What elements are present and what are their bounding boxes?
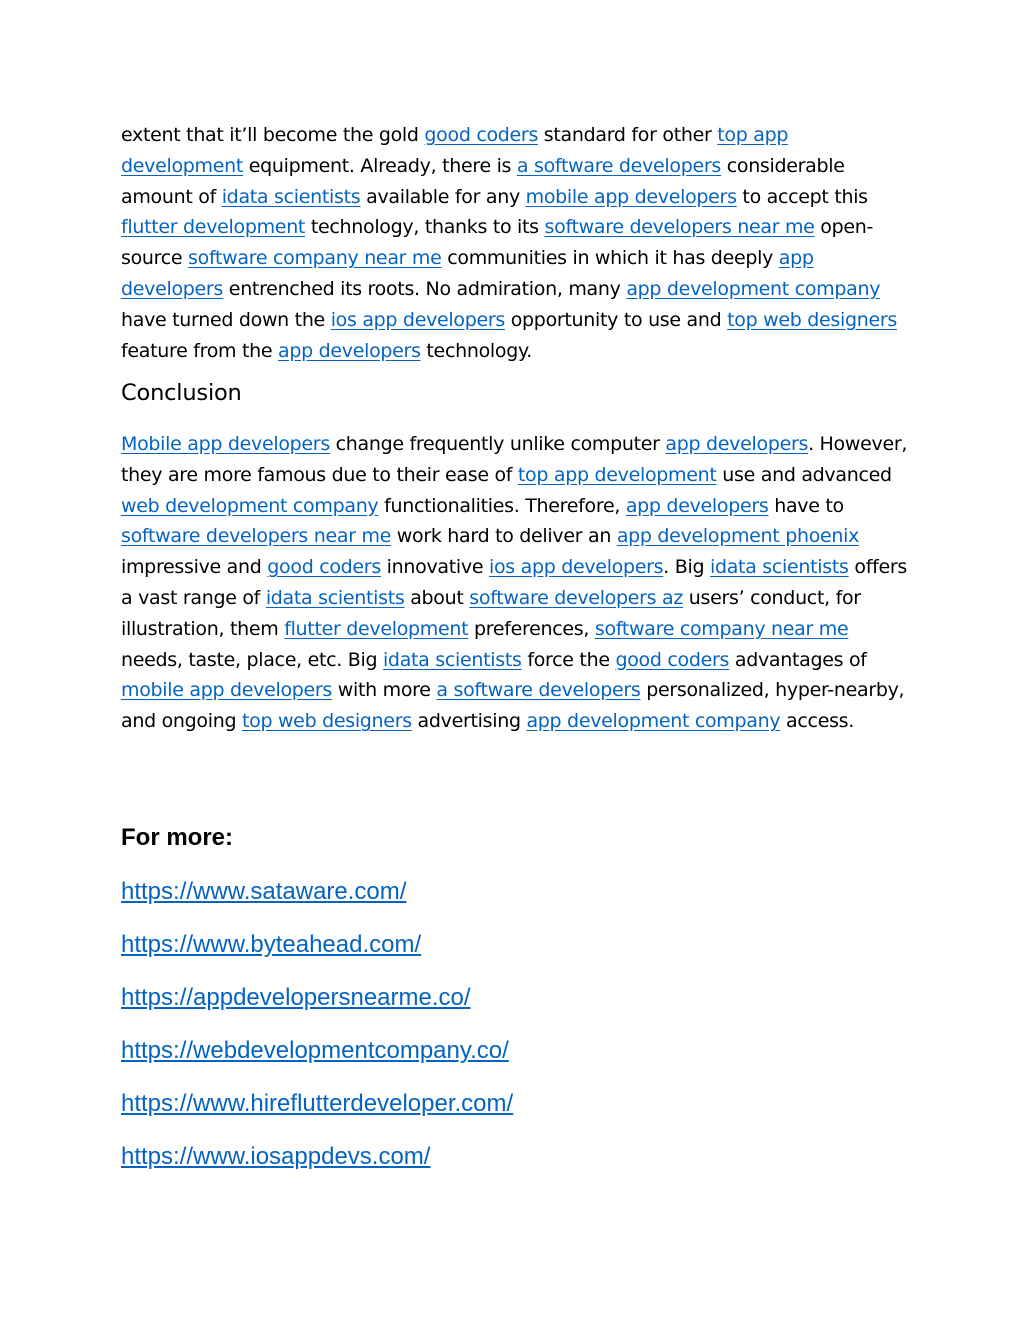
inline-link[interactable]: app developers: [625, 494, 769, 517]
text-run: offers a vast range of: [121, 556, 907, 609]
text-run: feature from the: [121, 339, 279, 362]
inline-link[interactable]: flutter development: [284, 617, 469, 640]
inline-link[interactable]: top web designers: [727, 308, 897, 331]
text-run: use and advanced: [716, 463, 892, 486]
text-run: extent that it’ll become the gold: [121, 124, 425, 146]
text-run: advantages of: [729, 648, 867, 671]
reference-link-item: [121, 931, 513, 984]
reference-link[interactable]: https://appdevelopersnearme.co/: [121, 984, 471, 1011]
for-more-heading: For more:: [121, 824, 234, 851]
text-run: functionalities. Therefore,: [378, 494, 626, 517]
text-run: innovative: [380, 556, 489, 579]
inline-link[interactable]: top web designers: [241, 710, 412, 733]
reference-link-item: [121, 1090, 513, 1143]
inline-link[interactable]: mobile app developers: [121, 679, 333, 702]
text-run: about: [404, 586, 470, 609]
inline-link[interactable]: app development company: [526, 710, 781, 733]
inline-link[interactable]: ios app developers: [488, 556, 664, 579]
inline-link[interactable]: flutter development: [121, 216, 306, 239]
reference-link-item: [121, 984, 513, 1037]
inline-link[interactable]: a software developers: [516, 154, 721, 177]
text-run: entrenched its roots. No admiration, many: [223, 277, 627, 300]
reference-link[interactable]: https://www.byteahead.com/: [121, 931, 422, 958]
inline-link[interactable]: app developers: [665, 433, 809, 455]
text-run: available for any: [360, 185, 526, 208]
text-run: personalized, hyper-nearby, and ongoing: [121, 679, 905, 733]
text-run: have to: [768, 494, 844, 517]
text-run: . However, they are more famous due to their ease of: [121, 433, 908, 486]
text-run: preferences,: [468, 617, 595, 640]
text-run: change frequently unlike computer: [329, 433, 666, 455]
inline-link[interactable]: good coders: [615, 648, 730, 671]
inline-link[interactable]: app developers: [278, 339, 421, 362]
inline-link[interactable]: Mobile app developers: [121, 433, 330, 455]
inline-link[interactable]: ios app developers: [330, 308, 505, 331]
inline-link[interactable]: mobile app developers: [525, 185, 737, 208]
text-run: needs, taste, place, etc. Big: [121, 648, 383, 671]
text-run: advertising: [411, 710, 527, 733]
reference-link-item: [121, 1037, 513, 1090]
text-run: open-source: [121, 216, 874, 270]
inline-link[interactable]: software developers near me: [121, 525, 392, 548]
inline-link[interactable]: top app development: [517, 463, 717, 486]
reference-link[interactable]: https://www.hireflutterdeveloper.com/: [121, 1090, 514, 1117]
text-run: considerable amount of: [121, 154, 845, 208]
reference-link-item: [121, 878, 513, 931]
inline-link[interactable]: software company near me: [594, 617, 849, 640]
text-run: impressive and: [121, 556, 268, 579]
reference-link[interactable]: https://www.iosappdevs.com/: [121, 1143, 431, 1170]
text-run: have turned down the: [121, 308, 331, 331]
conclusion-paragraph: [121, 429, 911, 737]
reference-link-item: [121, 1143, 513, 1196]
inline-link[interactable]: idata scientists: [221, 185, 361, 208]
reference-link[interactable]: https://www.sataware.com/: [121, 878, 407, 905]
intro-paragraph: [121, 120, 911, 366]
inline-link[interactable]: web development company: [121, 494, 379, 517]
conclusion-heading: Conclusion: [121, 380, 242, 406]
text-run: technology.: [420, 339, 532, 362]
text-run: users’ conduct, for illustration, them: [121, 586, 861, 640]
text-run: . Big: [663, 556, 710, 579]
inline-link[interactable]: app development company: [626, 277, 881, 300]
text-run: equipment. Already, there is: [243, 154, 517, 177]
inline-link[interactable]: software company near me: [188, 247, 442, 270]
reference-link[interactable]: https://webdevelopmentcompany.co/: [121, 1037, 509, 1064]
inline-link[interactable]: good coders: [267, 556, 381, 579]
inline-link[interactable]: software developers az: [469, 586, 684, 609]
text-run: technology, thanks to its: [305, 216, 545, 239]
inline-link[interactable]: top app development: [121, 124, 789, 177]
reference-links-list: [121, 878, 513, 1196]
inline-link[interactable]: app developers: [121, 247, 814, 300]
inline-link[interactable]: software developers near me: [544, 216, 815, 239]
inline-link[interactable]: idata scientists: [709, 556, 849, 579]
text-run: to accept this: [736, 185, 868, 208]
text-run: access.: [780, 710, 855, 733]
inline-link[interactable]: app development phoenix: [616, 525, 860, 548]
text-run: communities in which it has deeply: [441, 247, 779, 270]
text-run: opportunity to use and: [504, 308, 728, 331]
text-run: work hard to deliver an: [391, 525, 617, 548]
text-run: standard for other: [538, 124, 718, 146]
text-run: with more: [332, 679, 437, 702]
inline-link[interactable]: a software developers: [436, 679, 641, 702]
text-run: force the: [521, 648, 616, 671]
inline-link[interactable]: idata scientists: [382, 648, 522, 671]
inline-link[interactable]: idata scientists: [265, 586, 405, 609]
inline-link[interactable]: good coders: [424, 124, 539, 146]
